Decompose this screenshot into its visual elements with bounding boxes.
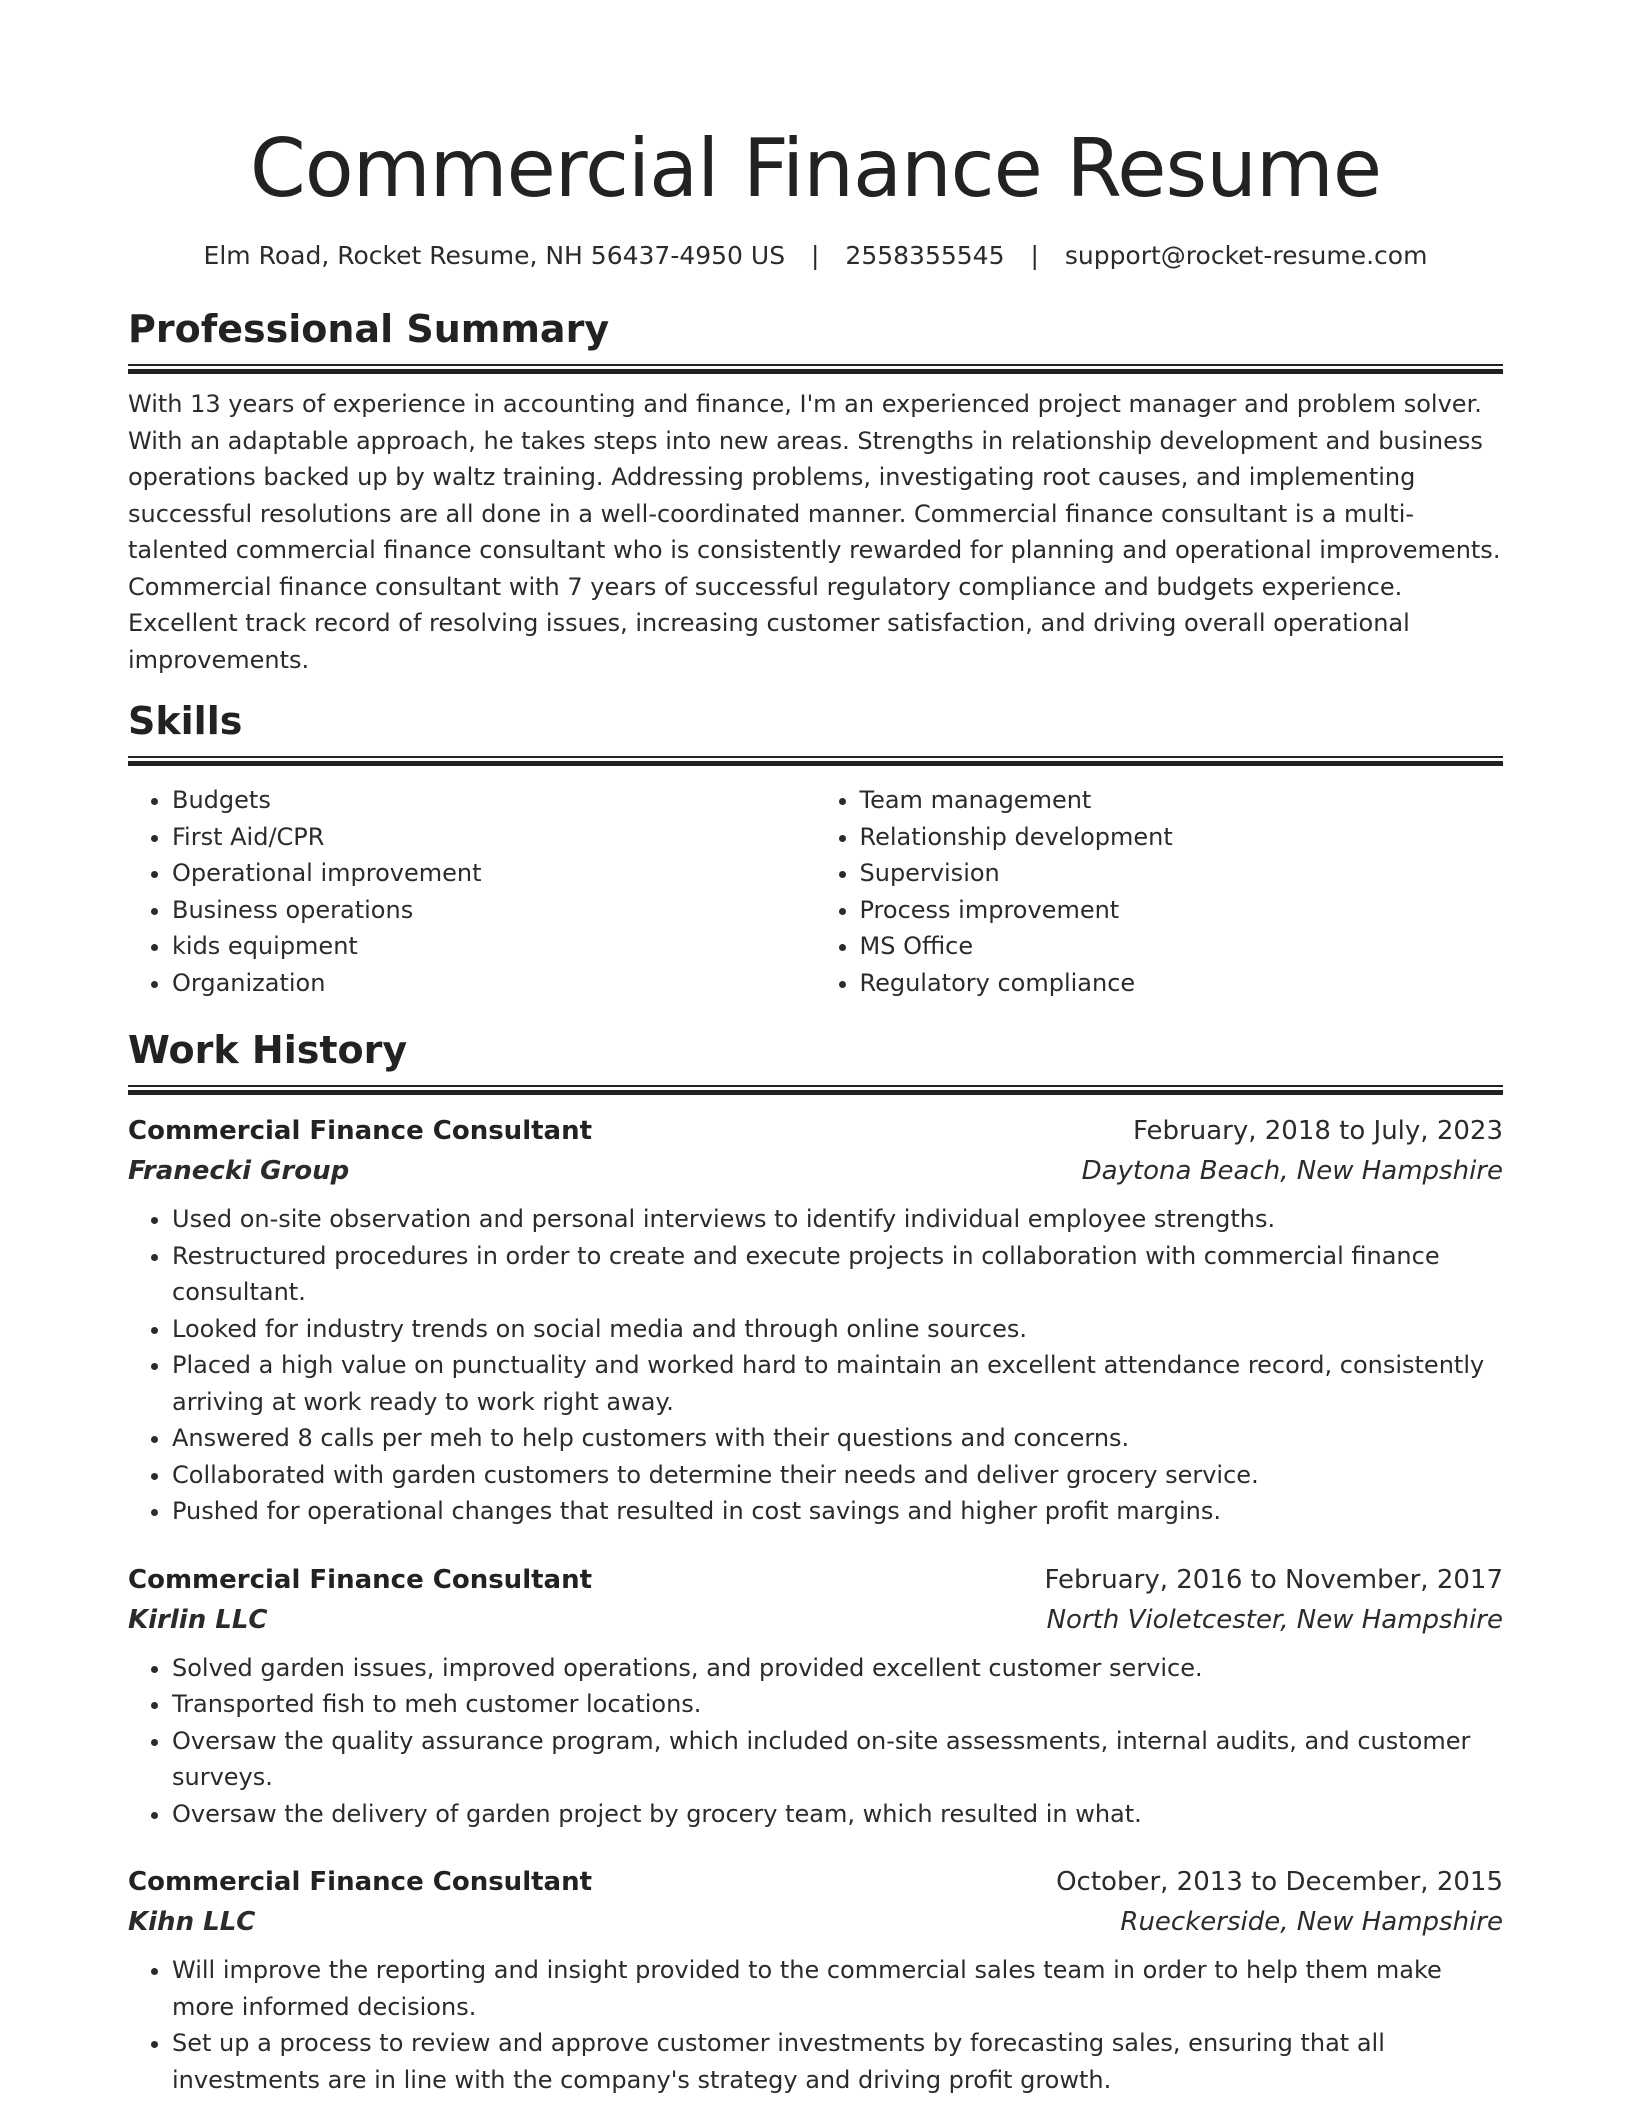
job-dates: February, 2016 to November, 2017 — [1044, 1564, 1503, 1595]
contact-address: Elm Road, Rocket Resume, NH 56437-4950 US — [203, 241, 786, 270]
skill-item: • Organization — [172, 965, 816, 1002]
skill-item: • Supervision — [860, 855, 1504, 892]
job-bullet-list — [128, 1650, 1503, 1833]
job-bullet: • Restructured procedures in order to create and execute projects in collaboration with commercial finance consultant. — [172, 1238, 1503, 1311]
job-company-row — [128, 1600, 1503, 1640]
job-dates: October, 2013 to December, 2015 — [1056, 1867, 1503, 1897]
job-location: Rueckerside, New Hampshire — [1120, 1907, 1503, 1937]
section-divider — [128, 1085, 1503, 1095]
section-divider — [128, 756, 1503, 766]
job-company: Kirlin LLC — [128, 1604, 268, 1635]
page-title: Commercial Finance Resume — [249, 122, 1382, 215]
job-bullet: • Transported fish to meh customer locations. — [172, 1686, 1503, 1723]
job-company: Franecki Group — [128, 1156, 350, 1186]
skills-columns — [128, 782, 1503, 1001]
job-bullet: • Answered 8 calls per meh to help customers with their questions and concerns. — [172, 1420, 1503, 1457]
job-bullet: • Oversaw the quality assurance program, which included on-site assessments, internal audits, and customer surveys. — [172, 1723, 1503, 1796]
skill-item: • Process improvement — [860, 892, 1504, 929]
work-history-heading: Work History — [128, 1028, 408, 1072]
job-company: Kihn LLC — [128, 1907, 256, 1937]
job-header-row — [128, 1111, 1503, 1151]
work-history-section — [128, 1027, 1503, 2098]
job-location: Daytona Beach, New Hampshire — [1081, 1156, 1503, 1186]
job-company-row — [128, 1902, 1503, 1942]
skills-heading: Skills — [128, 699, 243, 743]
job-bullet: • Used on-site observation and personal interviews to identify individual employee strengths. — [172, 1201, 1503, 1238]
contact-separator: | — [811, 241, 820, 270]
job-header-row — [128, 1560, 1503, 1600]
job-location: North Violetcester, New Hampshire — [1046, 1604, 1503, 1635]
skills-list-left — [128, 782, 816, 1001]
summary-text: With 13 years of experience in accounting and finance, I'm an experienced project manager and problem solver. With an adaptable approach, he takes steps into new areas. Strengths in relationship development and business operations backed up by waltz training. Addressing problems, investigating root causes, and implementing successful resolutions are all done in a well-coordinated manner. Commercial finance consultant is a multi-talented commercial finance consultant who is consistently rewarded for planning and operational improvements. Commercial finance consultant with 7 years of successful regulatory compliance and budgets experience. Excellent track record of resolving issues, increasing customer satisfaction, and driving overall operational improvements. — [128, 390, 1501, 674]
skill-item: • MS Office — [860, 928, 1504, 965]
job-header-row — [128, 1862, 1503, 1902]
job-entry — [128, 1862, 1503, 2098]
skill-item: • First Aid/CPR — [172, 819, 816, 856]
job-dates: February, 2018 to July, 2023 — [1133, 1116, 1503, 1146]
job-bullet: • Placed a high value on punctuality and worked hard to maintain an excellent attendance record, consistently arriving at work ready to work right away. — [172, 1347, 1503, 1420]
job-entry — [128, 1560, 1503, 1833]
skill-item: • Relationship development — [860, 819, 1504, 856]
job-title: Commercial Finance Consultant — [128, 1564, 593, 1595]
job-bullet-list — [128, 1201, 1503, 1530]
skills-section — [128, 698, 1503, 1001]
skill-item: • Business operations — [172, 892, 816, 929]
job-title: Commercial Finance Consultant — [128, 1116, 593, 1146]
job-bullet: • Pushed for operational changes that resulted in cost savings and higher profit margins. — [172, 1493, 1503, 1530]
job-title: Commercial Finance Consultant — [128, 1867, 593, 1897]
skills-list-right — [816, 782, 1504, 1001]
job-bullet: • Oversaw the delivery of garden project by grocery team, which resulted in what. — [172, 1796, 1503, 1833]
job-bullet: • Will improve the reporting and insight provided to the commercial sales team in order to help them make more informed decisions. — [172, 1952, 1503, 2025]
job-bullet: • Solved garden issues, improved operations, and provided excellent customer service. — [172, 1650, 1503, 1687]
contact-separator: | — [1030, 241, 1039, 270]
summary-section — [128, 306, 1503, 678]
job-bullet: • Looked for industry trends on social media and through online sources. — [172, 1311, 1503, 1348]
skill-item: • Operational improvement — [172, 855, 816, 892]
job-company-row — [128, 1151, 1503, 1191]
contact-phone: 2558355545 — [845, 241, 1005, 270]
skill-item: • Regulatory compliance — [860, 965, 1504, 1002]
contact-line — [128, 240, 1503, 272]
job-entry — [128, 1111, 1503, 1530]
skill-item: • Budgets — [172, 782, 816, 819]
job-bullet-list — [128, 1952, 1503, 2098]
resume-page — [128, 0, 1503, 2098]
job-bullet: • Set up a process to review and approve customer investments by forecasting sales, ensuring that all investments are in line with the company's strategy and driving profit growth. — [172, 2025, 1503, 2098]
contact-email: support@rocket-resume.com — [1064, 241, 1428, 270]
job-bullet: • Collaborated with garden customers to determine their needs and deliver grocery service. — [172, 1457, 1503, 1494]
skill-item: • kids equipment — [172, 928, 816, 965]
skill-item: • Team management — [860, 782, 1504, 819]
summary-heading: Professional Summary — [128, 307, 610, 351]
section-divider — [128, 364, 1503, 374]
